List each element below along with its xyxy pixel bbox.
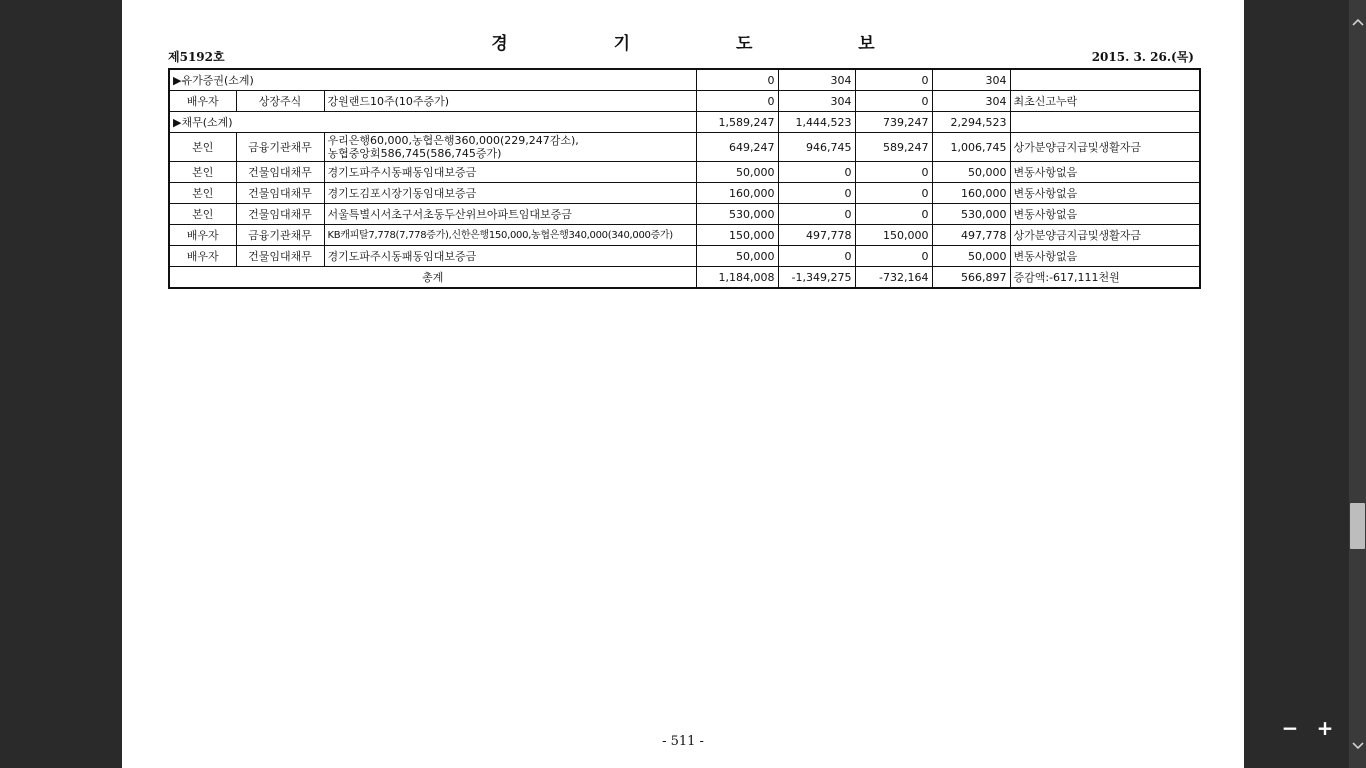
cell-decrease: 0: [855, 91, 932, 112]
cell-kind: 건물임대채무: [236, 183, 324, 204]
cell-increase: 497,778: [778, 225, 855, 246]
table-row: [169, 204, 1200, 225]
issue-number: 제5192호: [168, 50, 225, 64]
table-row: [169, 183, 1200, 204]
cell-description: 경기도김포시장기동임대보증금: [324, 183, 696, 204]
total-label: 총계: [169, 267, 696, 289]
cell-kind: 상장주식: [236, 91, 324, 112]
cell-increase: 946,745: [778, 133, 855, 162]
cell-prev-value: 150,000: [696, 225, 778, 246]
cell-prev-value: 0: [696, 91, 778, 112]
description-line-2: 농협중앙회586,745(586,745증가): [327, 147, 502, 160]
cell-description: 경기도파주시동패동임대보증금: [324, 246, 696, 267]
cell-decrease: 0: [855, 246, 932, 267]
cell-kind: 금융기관채무: [236, 225, 324, 246]
cell-decrease: 150,000: [855, 225, 932, 246]
cell-current-value: 497,778: [932, 225, 1010, 246]
cell-current-value: 160,000: [932, 183, 1010, 204]
cell-prev-value: 50,000: [696, 162, 778, 183]
cell-increase: 304: [778, 69, 855, 91]
cell-current-value: 530,000: [932, 204, 1010, 225]
subtotal-label: ▶유가증권(소계): [169, 69, 696, 91]
gazette-title: 경 기 도 보: [491, 34, 925, 54]
cell-current-value: 304: [932, 69, 1010, 91]
vertical-scrollbar[interactable]: [1349, 0, 1366, 768]
cell-prev-value: 649,247: [696, 133, 778, 162]
cell-relation: 배우자: [169, 91, 236, 112]
table-row: [169, 133, 1200, 162]
cell-relation: 본인: [169, 133, 236, 162]
cell-kind: 금융기관채무: [236, 133, 324, 162]
cell-note: 상가분양금지급및생활자금: [1010, 225, 1200, 246]
cell-note: [1010, 112, 1200, 133]
cell-note: 변동사항없음: [1010, 204, 1200, 225]
table-row: [169, 225, 1200, 246]
cell-relation: 본인: [169, 183, 236, 204]
cell-note: 상가분양금지급및생활자금: [1010, 133, 1200, 162]
cell-current-value: 1,006,745: [932, 133, 1010, 162]
cell-kind: 건물임대채무: [236, 204, 324, 225]
cell-prev-value: 50,000: [696, 246, 778, 267]
subtotal-label: ▶채무(소계): [169, 112, 696, 133]
description-line-1: 우리은행60,000,농협은행360,000(229,247감소),: [327, 134, 579, 147]
cell-decrease: 739,247: [855, 112, 932, 133]
cell-prev-value: 0: [696, 69, 778, 91]
cell-increase: 304: [778, 91, 855, 112]
cell-description: [324, 133, 696, 162]
cell-relation: 배우자: [169, 225, 236, 246]
issue-date: 2015. 3. 26.(목): [1091, 50, 1194, 64]
document-page: [122, 0, 1244, 768]
cell-description: 강원랜드10주(10주증가): [324, 91, 696, 112]
cell-current-value: 50,000: [932, 162, 1010, 183]
cell-relation: 본인: [169, 204, 236, 225]
cell-description: 서울특별시서초구서초동두산위브아파트임대보증금: [324, 204, 696, 225]
cell-prev-value: 160,000: [696, 183, 778, 204]
cell-relation: 본인: [169, 162, 236, 183]
zoom-out-button[interactable]: −: [1281, 716, 1299, 740]
table-row-subtotal: [169, 69, 1200, 91]
cell-kind: 건물임대채무: [236, 246, 324, 267]
cell-note: 증감액:-617,111천원: [1010, 267, 1200, 289]
cell-decrease: 589,247: [855, 133, 932, 162]
cell-increase: 0: [778, 246, 855, 267]
cell-prev-value: 1,184,008: [696, 267, 778, 289]
table-row-subtotal: [169, 112, 1200, 133]
cell-increase: -1,349,275: [778, 267, 855, 289]
cell-prev-value: 1,589,247: [696, 112, 778, 133]
asset-table: [168, 68, 1201, 289]
table-row: [169, 91, 1200, 112]
cell-decrease: 0: [855, 69, 932, 91]
cell-kind: 건물임대채무: [236, 162, 324, 183]
scrollbar-thumb[interactable]: [1350, 503, 1365, 549]
cell-description: 경기도파주시동패동임대보증금: [324, 162, 696, 183]
cell-increase: 1,444,523: [778, 112, 855, 133]
cell-decrease: 0: [855, 204, 932, 225]
cell-note: [1010, 69, 1200, 91]
cell-decrease: 0: [855, 183, 932, 204]
cell-decrease: 0: [855, 162, 932, 183]
cell-current-value: 2,294,523: [932, 112, 1010, 133]
zoom-in-button[interactable]: +: [1316, 716, 1334, 740]
cell-increase: 0: [778, 204, 855, 225]
cell-note: 변동사항없음: [1010, 246, 1200, 267]
chevron-up-icon[interactable]: [1349, 14, 1366, 31]
cell-increase: 0: [778, 183, 855, 204]
cell-current-value: 304: [932, 91, 1010, 112]
cell-prev-value: 530,000: [696, 204, 778, 225]
cell-decrease: -732,164: [855, 267, 932, 289]
chevron-down-icon[interactable]: [1349, 738, 1366, 755]
table-row: [169, 246, 1200, 267]
table-row: [169, 162, 1200, 183]
cell-increase: 0: [778, 162, 855, 183]
cell-current-value: 566,897: [932, 267, 1010, 289]
cell-note: 변동사항없음: [1010, 162, 1200, 183]
page-number: - 511 -: [662, 734, 704, 749]
cell-note: 변동사항없음: [1010, 183, 1200, 204]
cell-description: KB캐피탈7,778(7,778증가),신한은행150,000,농협은행340,000(340,000증가): [324, 225, 696, 246]
cell-current-value: 50,000: [932, 246, 1010, 267]
cell-note: 최초신고누락: [1010, 91, 1200, 112]
cell-relation: 배우자: [169, 246, 236, 267]
table-row-total: [169, 267, 1200, 289]
